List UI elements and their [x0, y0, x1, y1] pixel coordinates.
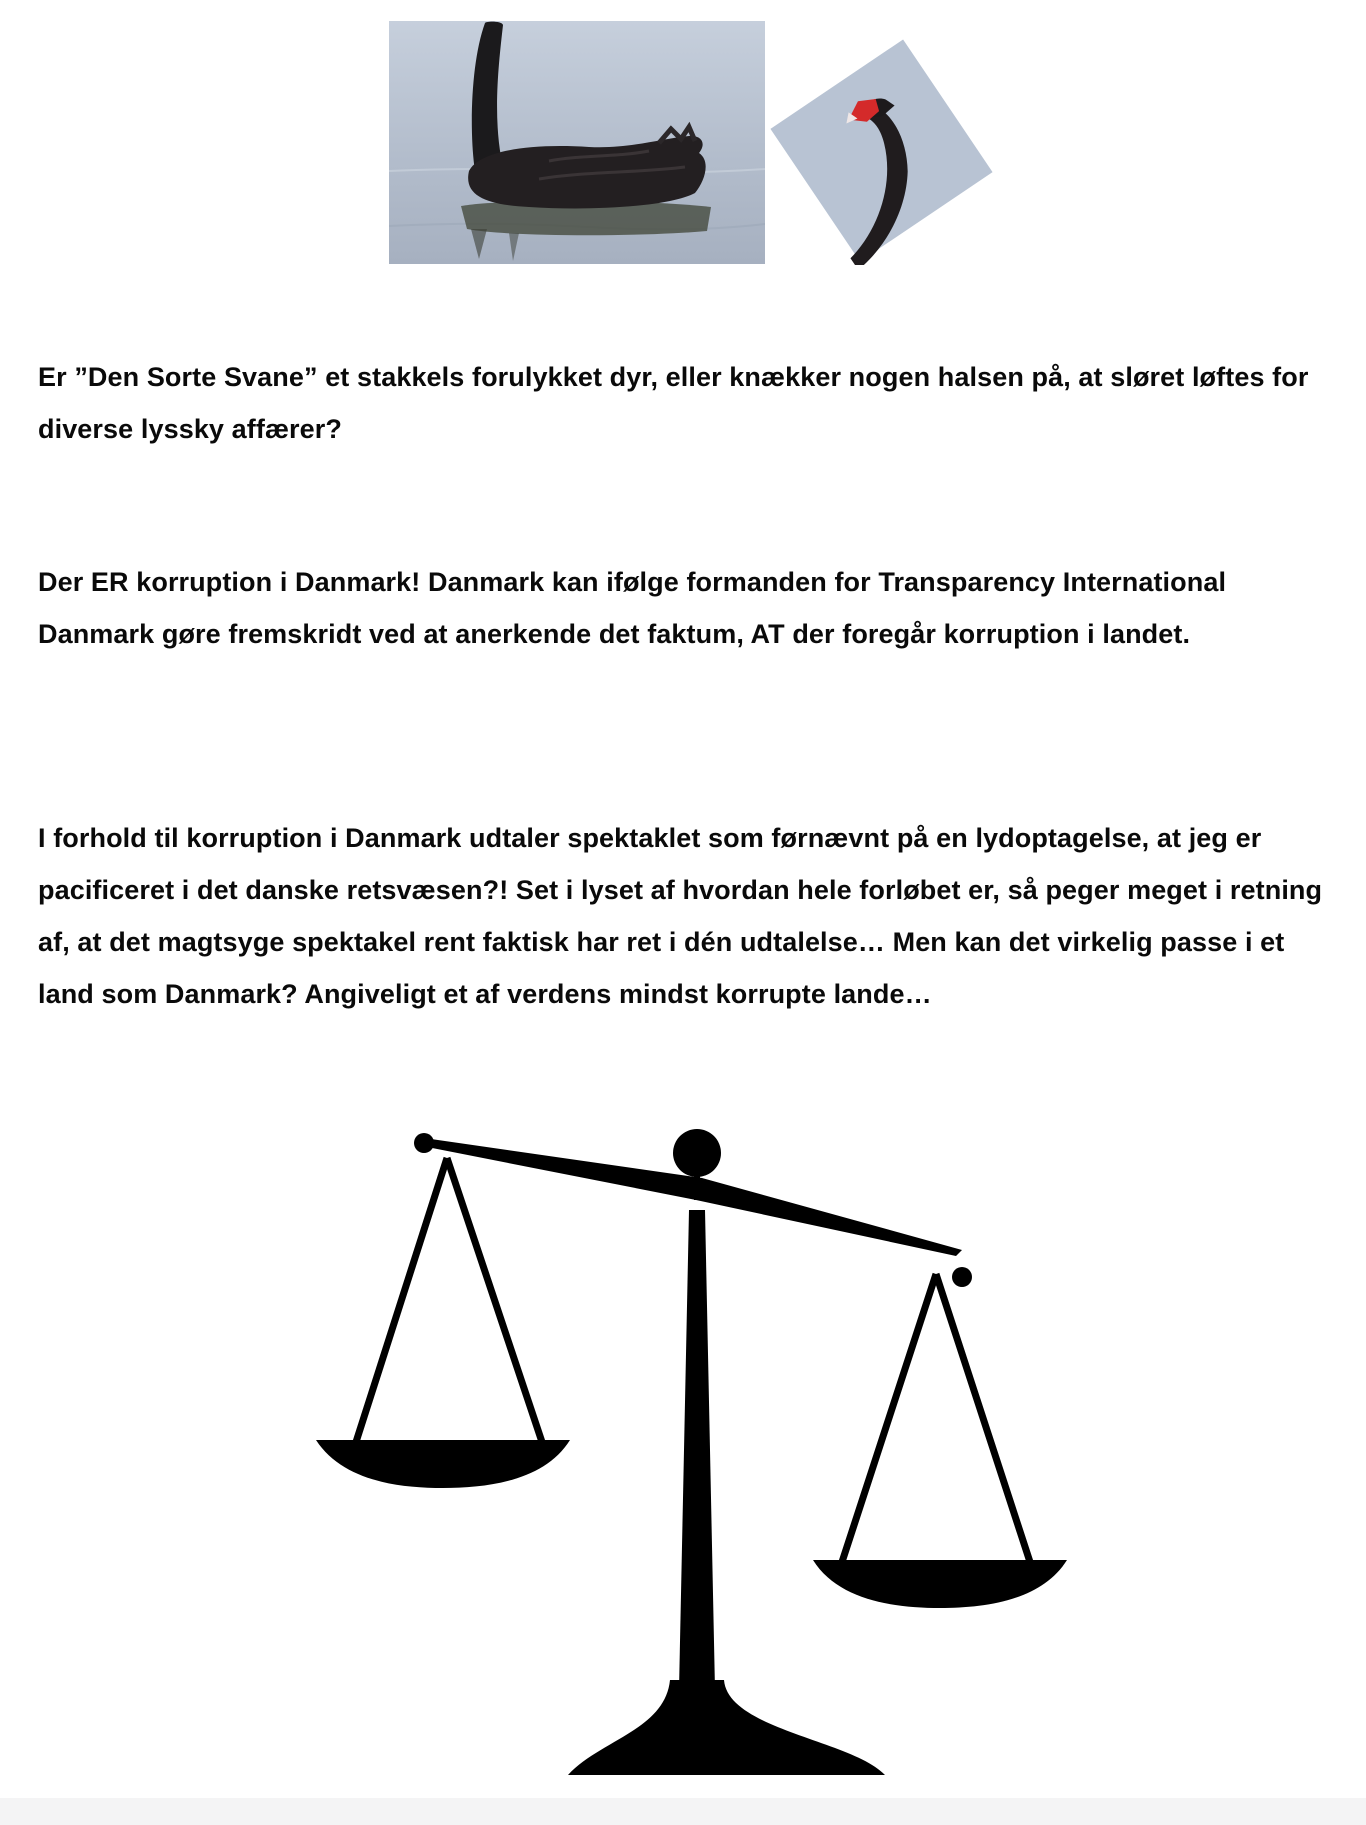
statement-paragraph: I forhold til korruption i Danmark udtaler spektaklet som førnævnt på en lydoptagelse, at jeg er pacificeret i det danske retsvæsen?! Set i lyset af hvordan hele forløbet er, så peger meget i retning af, at det magtsyge spektakel rent faktisk har ret i dén udtalelse… Men kan det virkelig passe i et land som Danmark? Angiveligt et af verdens mindst korrupte lande… — [38, 823, 1323, 1009]
corruption-paragraph: Der ER korruption i Danmark! Danmark kan ifølge formanden for Transparency International Danmark gøre fremskridt ved at anerkende det faktum, AT der foregår korruption i landet. — [38, 567, 1227, 649]
intro-paragraph: Er ”Den Sorte Svane” et stakkels forulykket dyr, eller knækker nogen halsen på, at sløret løftes for diverse lyssky affærer? — [38, 362, 1309, 444]
bottom-bar — [0, 1798, 1366, 1825]
scales-of-justice-illustration — [300, 1110, 1080, 1790]
black-swan-photo — [389, 21, 765, 264]
swan-head-photo — [767, 36, 996, 265]
